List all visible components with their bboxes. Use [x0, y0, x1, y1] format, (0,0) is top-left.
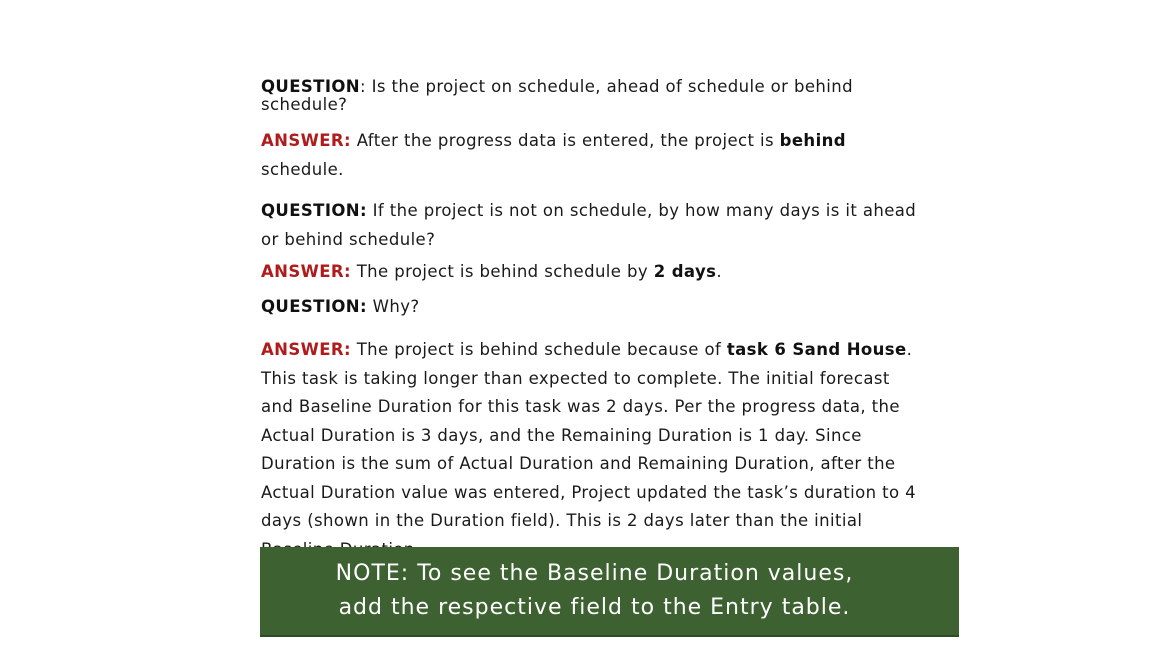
answer-2	[261, 258, 921, 287]
answer-emphasis: 2 days	[653, 262, 717, 281]
answer-3	[261, 336, 921, 564]
note-line-2: add the respective field to the Entry table.	[338, 595, 851, 620]
qa-content	[261, 78, 921, 564]
question-3	[261, 293, 921, 322]
answer-label: ANSWER:	[261, 262, 352, 281]
question-label: QUESTION:	[261, 296, 368, 316]
answer-text: schedule.	[261, 159, 344, 179]
answer-text: After the progress data is entered, the project is	[351, 131, 780, 150]
question-text: If the project is not on schedule, by how many days is it ahead or behind schedule?	[261, 201, 917, 249]
answer-1	[261, 127, 921, 184]
question-1	[261, 78, 921, 114]
question-2	[261, 197, 921, 254]
answer-label: ANSWER:	[261, 340, 352, 359]
answer-text: . This task is taking longer than expected to complete. The initial forecast and Baseline Duration for this task was 2 days. Per the progress data, the Actual Duration is 3 days, and the Remaining Duration is 1 day. Since Duration is the sum of Actual Duration and Remaining Duration, after the Actual Duration value was entered, Project updated the task’s duration to 4 days (shown in the Duration field). This is 2 days later than the initial	[261, 340, 917, 530]
question-text: Why?	[367, 296, 420, 316]
answer-emphasis: behind	[779, 131, 846, 150]
answer-text: The project is behind schedule by	[351, 262, 654, 281]
note-text	[336, 557, 854, 625]
answer-emphasis: task 6 Sand House	[726, 340, 907, 359]
note-banner	[260, 547, 959, 637]
answer-label: ANSWER:	[261, 131, 352, 150]
question-label: QUESTION	[261, 77, 361, 96]
note-line-1: NOTE: To see the Baseline Duration values,	[335, 561, 854, 586]
answer-text: The project is behind schedule because of	[351, 340, 727, 359]
question-label: QUESTION:	[261, 201, 368, 220]
answer-text: .	[716, 262, 722, 281]
question-text: : Is the project on schedule, ahead of schedule or behind schedule?	[261, 77, 854, 114]
